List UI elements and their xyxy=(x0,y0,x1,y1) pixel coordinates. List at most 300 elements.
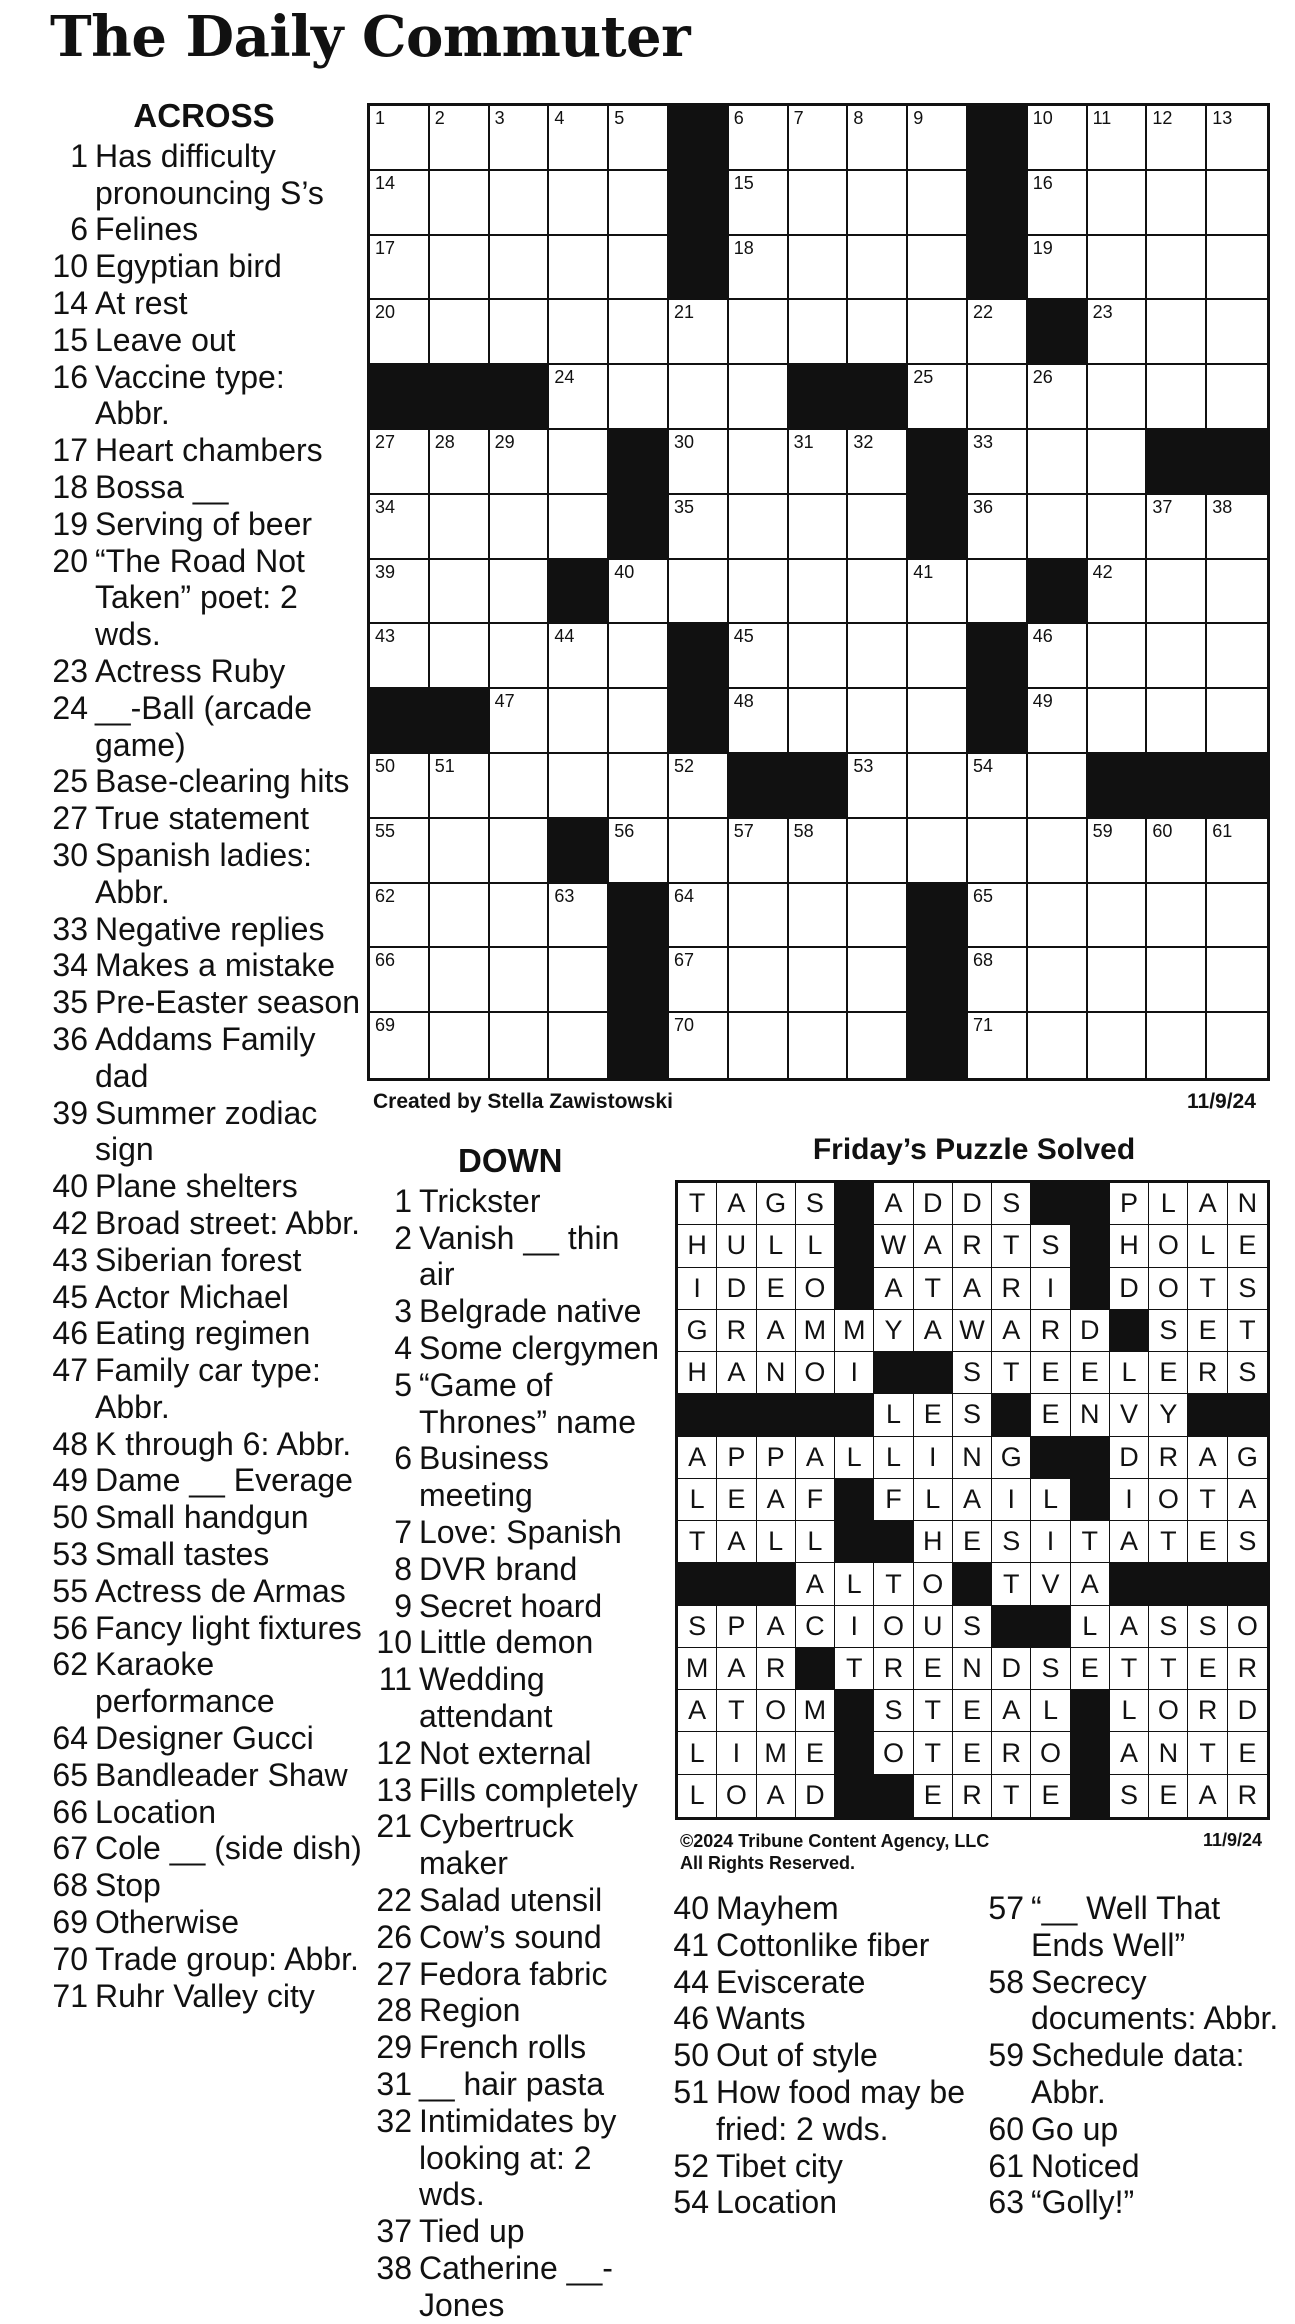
grid-cell[interactable] xyxy=(490,300,550,365)
grid-cell[interactable] xyxy=(848,430,908,495)
grid-cell[interactable] xyxy=(1028,624,1088,689)
grid-cell[interactable] xyxy=(1088,495,1148,560)
black-square xyxy=(669,171,729,236)
grid-cell[interactable] xyxy=(1028,754,1088,819)
grid-cell[interactable] xyxy=(669,1013,729,1078)
grid-cell[interactable] xyxy=(968,495,1028,560)
cell-number: 45 xyxy=(733,626,754,647)
grid-cell[interactable] xyxy=(1088,689,1148,754)
solution-black-square xyxy=(1228,1394,1267,1436)
cell-number: 54 xyxy=(973,756,994,776)
solution-black-square xyxy=(914,1352,953,1394)
grid-cell[interactable] xyxy=(430,495,490,560)
clue-text: Location xyxy=(716,2184,837,2221)
clue-item xyxy=(44,285,364,322)
clue-text: Family car type: Abbr. xyxy=(95,1352,321,1425)
cell-number: 11 xyxy=(1092,108,1112,128)
grid-cell[interactable] xyxy=(370,300,430,365)
clue-number: 39 xyxy=(52,1094,88,1131)
grid-cell[interactable] xyxy=(490,624,550,689)
grid-cell[interactable] xyxy=(729,819,789,884)
clue-number: 64 xyxy=(52,1720,88,1757)
grid-cell[interactable] xyxy=(370,754,430,819)
grid-cell[interactable] xyxy=(789,689,849,754)
solution-letter: R xyxy=(717,1310,756,1352)
grid-cell[interactable] xyxy=(1028,689,1088,754)
grid-cell[interactable] xyxy=(490,884,550,949)
down-clues xyxy=(360,1143,660,2324)
grid-cell[interactable] xyxy=(370,171,430,236)
grid-cell[interactable] xyxy=(669,884,729,949)
grid-cell[interactable] xyxy=(549,300,609,365)
grid-cell[interactable] xyxy=(490,948,550,1013)
grid-cell[interactable] xyxy=(908,365,968,430)
clue-text: At rest xyxy=(95,284,188,321)
solution-letter: E xyxy=(1228,1225,1267,1267)
puzzle-credit: Created by Stella Zawistowski xyxy=(373,1090,673,1113)
grid-cell[interactable] xyxy=(669,560,729,625)
solution-letter: T xyxy=(1149,1648,1188,1690)
solution-letter: E xyxy=(914,1775,953,1817)
clue-text: Cole __ (side dish) xyxy=(95,1830,362,1867)
clue-number: 19 xyxy=(52,505,88,542)
solution-letter: O xyxy=(757,1690,796,1732)
clue-number: 2 xyxy=(394,1219,412,1256)
grid-cell[interactable] xyxy=(729,689,789,754)
grid-cell[interactable] xyxy=(549,365,609,430)
grid-cell[interactable] xyxy=(729,624,789,689)
grid-cell[interactable] xyxy=(1088,300,1148,365)
clue-item xyxy=(44,911,364,948)
grid-cell[interactable] xyxy=(1207,106,1267,171)
grid-cell[interactable] xyxy=(848,689,908,754)
grid-cell[interactable] xyxy=(1147,495,1207,560)
grid-cell[interactable] xyxy=(669,365,729,430)
grid-cell[interactable] xyxy=(968,819,1028,884)
grid-cell[interactable] xyxy=(789,624,849,689)
grid-cell[interactable] xyxy=(490,171,550,236)
grid-cell[interactable] xyxy=(789,884,849,949)
grid-cell[interactable] xyxy=(1147,106,1207,171)
clue-text: Fancy light fixtures xyxy=(95,1609,362,1646)
grid-cell[interactable] xyxy=(430,106,490,171)
grid-cell[interactable] xyxy=(1028,171,1088,236)
solution-letter: S xyxy=(992,1183,1031,1225)
grid-cell[interactable] xyxy=(848,236,908,301)
clue-number: 71 xyxy=(52,1977,88,2014)
grid-cell[interactable] xyxy=(908,754,968,819)
grid-cell[interactable] xyxy=(1088,819,1148,884)
solution-letter: H xyxy=(678,1352,717,1394)
solution-letter: D xyxy=(1110,1437,1149,1479)
solution-letter: L xyxy=(835,1437,874,1479)
grid-cell[interactable] xyxy=(370,819,430,884)
grid-cell[interactable] xyxy=(490,819,550,884)
clue-text: __ hair pasta xyxy=(419,2065,605,2102)
grid-cell[interactable] xyxy=(1028,948,1088,1013)
solution-letter: V xyxy=(1110,1394,1149,1436)
solution-letter: D xyxy=(1228,1690,1267,1732)
grid-cell[interactable] xyxy=(848,495,908,560)
grid-cell[interactable] xyxy=(789,560,849,625)
grid-cell[interactable] xyxy=(430,884,490,949)
grid-cell[interactable] xyxy=(1028,819,1088,884)
grid-cell[interactable] xyxy=(430,171,490,236)
solution-letter: R xyxy=(1031,1310,1070,1352)
clue-item xyxy=(44,1757,364,1794)
clue-item xyxy=(44,653,364,690)
solution-letter: I xyxy=(717,1732,756,1774)
grid-cell[interactable] xyxy=(729,560,789,625)
grid-cell[interactable] xyxy=(370,624,430,689)
grid-cell[interactable] xyxy=(609,819,669,884)
solution-letter: A xyxy=(1110,1521,1149,1563)
solution-letter: A xyxy=(717,1352,756,1394)
grid-cell[interactable] xyxy=(490,560,550,625)
grid-cell[interactable] xyxy=(1028,365,1088,430)
grid-cell[interactable] xyxy=(848,624,908,689)
cell-number: 17 xyxy=(375,237,396,258)
grid-cell[interactable] xyxy=(370,560,430,625)
grid-cell[interactable] xyxy=(370,884,430,949)
clue-text: Cow’s sound xyxy=(419,1918,602,1955)
grid-cell[interactable] xyxy=(490,236,550,301)
grid-cell[interactable] xyxy=(669,300,729,365)
clue-text: Karaoke performance xyxy=(95,1646,275,1720)
grid-cell[interactable] xyxy=(1028,884,1088,949)
grid-cell[interactable] xyxy=(609,300,669,365)
grid-cell[interactable] xyxy=(1207,560,1267,625)
solution-letter: O xyxy=(796,1352,835,1394)
grid-cell[interactable] xyxy=(1207,495,1267,560)
clue-item xyxy=(665,2037,985,2074)
grid-cell[interactable] xyxy=(370,1013,430,1078)
grid-cell[interactable] xyxy=(848,884,908,949)
grid-cell[interactable] xyxy=(430,948,490,1013)
grid-cell[interactable] xyxy=(789,948,849,1013)
grid-cell[interactable] xyxy=(549,624,609,689)
solution-black-square xyxy=(835,1479,874,1521)
solution-black-square xyxy=(1071,1775,1110,1817)
grid-cell[interactable] xyxy=(908,106,968,171)
clue-item xyxy=(44,1941,364,1978)
grid-cell[interactable] xyxy=(609,624,669,689)
solution-letter: R xyxy=(1188,1352,1227,1394)
grid-cell[interactable] xyxy=(848,948,908,1013)
grid-cell[interactable] xyxy=(908,819,968,884)
solution-letter: S xyxy=(992,1521,1031,1563)
grid-cell[interactable] xyxy=(1088,171,1148,236)
grid-cell[interactable] xyxy=(968,560,1028,625)
grid-cell[interactable] xyxy=(848,1013,908,1078)
clue-item xyxy=(665,1964,985,2001)
grid-cell[interactable] xyxy=(1147,236,1207,301)
clue-item xyxy=(980,1964,1280,2038)
solution-letter: N xyxy=(1228,1183,1267,1225)
solution-letter: P xyxy=(717,1606,756,1648)
solution-letter: A xyxy=(1188,1183,1227,1225)
solution-title: Friday’s Puzzle Solved xyxy=(812,1133,1136,1166)
grid-cell[interactable] xyxy=(1207,236,1267,301)
grid-cell[interactable] xyxy=(549,495,609,560)
grid-cell[interactable] xyxy=(789,106,849,171)
grid-cell[interactable] xyxy=(729,1013,789,1078)
grid-cell[interactable] xyxy=(490,689,550,754)
cell-number: 7 xyxy=(793,108,804,128)
grid-cell[interactable] xyxy=(430,430,490,495)
grid-cell[interactable] xyxy=(848,819,908,884)
grid-cell[interactable] xyxy=(789,171,849,236)
clue-number: 58 xyxy=(988,1963,1024,2000)
grid-cell[interactable] xyxy=(549,106,609,171)
grid-cell[interactable] xyxy=(729,495,789,560)
grid-cell[interactable] xyxy=(490,495,550,560)
grid-cell[interactable] xyxy=(1147,884,1207,949)
solution-letter: I xyxy=(835,1606,874,1648)
grid-cell[interactable] xyxy=(729,236,789,301)
grid-cell[interactable] xyxy=(968,300,1028,365)
grid-cell[interactable] xyxy=(789,300,849,365)
grid-cell[interactable] xyxy=(549,1013,609,1078)
grid-cell[interactable] xyxy=(729,884,789,949)
grid-cell[interactable] xyxy=(1207,1013,1267,1078)
solution-letter: T xyxy=(835,1648,874,1690)
solution-letter: T xyxy=(678,1183,717,1225)
grid-cell[interactable] xyxy=(968,365,1028,430)
grid-cell[interactable] xyxy=(370,430,430,495)
grid-cell[interactable] xyxy=(789,1013,849,1078)
grid-cell[interactable] xyxy=(669,495,729,560)
grid-cell[interactable] xyxy=(908,689,968,754)
grid-cell[interactable] xyxy=(1207,300,1267,365)
grid-cell[interactable] xyxy=(1088,365,1148,430)
solution-letter: O xyxy=(914,1563,953,1605)
grid-cell[interactable] xyxy=(1207,948,1267,1013)
grid-cell[interactable] xyxy=(848,560,908,625)
grid-cell[interactable] xyxy=(968,884,1028,949)
grid-cell[interactable] xyxy=(1028,495,1088,560)
grid-cell[interactable] xyxy=(1147,624,1207,689)
clue-number: 1 xyxy=(70,137,88,174)
solution-letter: E xyxy=(953,1690,992,1732)
grid-cell[interactable] xyxy=(490,430,550,495)
grid-cell[interactable] xyxy=(430,560,490,625)
grid-cell[interactable] xyxy=(1088,624,1148,689)
grid-cell[interactable] xyxy=(1028,106,1088,171)
clue-item xyxy=(44,763,364,800)
grid-cell[interactable] xyxy=(549,171,609,236)
grid-cell[interactable] xyxy=(549,754,609,819)
solution-black-square xyxy=(1031,1183,1070,1225)
grid-cell[interactable] xyxy=(908,236,968,301)
grid-cell[interactable] xyxy=(848,171,908,236)
grid-cell[interactable] xyxy=(789,495,849,560)
black-square xyxy=(430,365,490,430)
grid-cell[interactable] xyxy=(370,495,430,560)
grid-cell[interactable] xyxy=(968,948,1028,1013)
grid-cell[interactable] xyxy=(370,236,430,301)
grid-cell[interactable] xyxy=(430,754,490,819)
grid-cell[interactable] xyxy=(968,1013,1028,1078)
cell-number: 5 xyxy=(614,108,625,128)
grid-cell[interactable] xyxy=(1207,171,1267,236)
clue-number: 14 xyxy=(52,284,88,321)
grid-cell[interactable] xyxy=(789,430,849,495)
grid-cell[interactable] xyxy=(430,236,490,301)
grid-cell[interactable] xyxy=(1088,430,1148,495)
grid-cell[interactable] xyxy=(729,106,789,171)
grid-cell[interactable] xyxy=(1207,819,1267,884)
grid-cell[interactable] xyxy=(968,430,1028,495)
grid-cell[interactable] xyxy=(609,754,669,819)
grid-cell[interactable] xyxy=(1147,819,1207,884)
grid-cell[interactable] xyxy=(490,106,550,171)
grid-cell[interactable] xyxy=(789,819,849,884)
grid-cell[interactable] xyxy=(609,365,669,430)
clue-item xyxy=(360,1220,660,1294)
clue-text: “__ Well That Ends Well” xyxy=(1031,1890,1221,1963)
grid-cell[interactable] xyxy=(430,624,490,689)
clue-text: Little demon xyxy=(419,1624,594,1661)
clue-item xyxy=(360,2103,660,2213)
cell-number: 31 xyxy=(793,432,814,452)
cell-number: 69 xyxy=(375,1015,396,1036)
clue-item xyxy=(44,1867,364,1904)
solution-letter: T xyxy=(874,1563,913,1605)
grid-cell[interactable] xyxy=(729,948,789,1013)
grid-cell[interactable] xyxy=(729,300,789,365)
grid-cell[interactable] xyxy=(1028,236,1088,301)
solution-letter: Y xyxy=(1149,1394,1188,1436)
grid-cell[interactable] xyxy=(609,560,669,625)
grid-cell[interactable] xyxy=(1088,1013,1148,1078)
grid-cell[interactable] xyxy=(609,236,669,301)
clue-number: 63 xyxy=(988,2184,1024,2221)
grid-cell[interactable] xyxy=(1207,624,1267,689)
solution-black-square xyxy=(1071,1732,1110,1774)
grid-cell[interactable] xyxy=(1207,689,1267,754)
grid-cell[interactable] xyxy=(729,430,789,495)
grid-cell[interactable] xyxy=(729,171,789,236)
grid-cell[interactable] xyxy=(669,430,729,495)
grid-cell[interactable] xyxy=(1147,1013,1207,1078)
grid-cell[interactable] xyxy=(549,430,609,495)
clue-text: Secrecy documents: Abbr. xyxy=(1031,1963,1279,2037)
clue-number: 50 xyxy=(52,1499,88,1536)
grid-cell[interactable] xyxy=(1147,689,1207,754)
clue-item xyxy=(360,2066,660,2103)
grid-cell[interactable] xyxy=(1088,106,1148,171)
grid-cell[interactable] xyxy=(1207,884,1267,949)
clue-number: 4 xyxy=(394,1329,412,1366)
clue-number: 67 xyxy=(52,1830,88,1867)
grid-cell[interactable] xyxy=(490,1013,550,1078)
grid-cell[interactable] xyxy=(370,106,430,171)
grid-cell[interactable] xyxy=(968,754,1028,819)
solution-black-square xyxy=(835,1225,874,1267)
solution-letter: L xyxy=(678,1732,717,1774)
grid-cell[interactable] xyxy=(370,948,430,1013)
grid-cell[interactable] xyxy=(609,171,669,236)
clue-text: __-Ball (arcade game) xyxy=(95,689,312,763)
solution-letter: R xyxy=(1188,1690,1227,1732)
grid-cell[interactable] xyxy=(1088,560,1148,625)
clue-item xyxy=(44,1242,364,1279)
clue-number: 1 xyxy=(394,1182,412,1219)
grid-cell[interactable] xyxy=(430,1013,490,1078)
clue-text: “The Road Not Taken” poet: 2 wds. xyxy=(95,542,305,653)
solution-letter: A xyxy=(1110,1606,1149,1648)
grid-cell[interactable] xyxy=(908,560,968,625)
grid-cell[interactable] xyxy=(1147,948,1207,1013)
grid-cell[interactable] xyxy=(1207,365,1267,430)
grid-cell[interactable] xyxy=(1147,300,1207,365)
across-clue-list xyxy=(44,138,364,2015)
grid-cell[interactable] xyxy=(908,171,968,236)
solution-letter: T xyxy=(1188,1479,1227,1521)
solution-letter: L xyxy=(835,1563,874,1605)
clue-number: 12 xyxy=(376,1734,412,1771)
grid-cell[interactable] xyxy=(848,106,908,171)
grid-cell[interactable] xyxy=(669,948,729,1013)
grid-cell[interactable] xyxy=(549,948,609,1013)
cell-number: 64 xyxy=(674,885,695,906)
grid-cell[interactable] xyxy=(669,819,729,884)
grid-cell[interactable] xyxy=(789,236,849,301)
cell-number: 53 xyxy=(853,756,874,776)
grid-cell[interactable] xyxy=(549,689,609,754)
grid-cell[interactable] xyxy=(549,236,609,301)
grid-cell[interactable] xyxy=(1088,884,1148,949)
grid-cell[interactable] xyxy=(549,884,609,949)
solution-letter: T xyxy=(1188,1268,1227,1310)
grid-cell[interactable] xyxy=(669,754,729,819)
clue-text: Actress de Armas xyxy=(95,1572,346,1609)
grid-cell[interactable] xyxy=(848,754,908,819)
clue-item xyxy=(44,800,364,837)
clue-item xyxy=(44,837,364,911)
grid-cell[interactable] xyxy=(1147,560,1207,625)
grid-cell[interactable] xyxy=(1028,430,1088,495)
clue-item xyxy=(665,2000,985,2037)
grid-cell[interactable] xyxy=(1088,948,1148,1013)
clue-item xyxy=(665,2148,985,2185)
grid-cell[interactable] xyxy=(848,300,908,365)
solution-letter: A xyxy=(874,1183,913,1225)
grid-cell[interactable] xyxy=(430,819,490,884)
solution-letter: S xyxy=(1031,1225,1070,1267)
solution-letter: W xyxy=(874,1225,913,1267)
grid-cell[interactable] xyxy=(609,689,669,754)
grid-cell[interactable] xyxy=(430,300,490,365)
grid-cell[interactable] xyxy=(1088,236,1148,301)
grid-cell[interactable] xyxy=(1028,1013,1088,1078)
grid-cell[interactable] xyxy=(908,300,968,365)
clue-text: Cottonlike fiber xyxy=(716,1926,930,1963)
grid-cell[interactable] xyxy=(1147,365,1207,430)
grid-cell[interactable] xyxy=(729,365,789,430)
grid-cell[interactable] xyxy=(490,754,550,819)
clue-number: 3 xyxy=(394,1293,412,1330)
solution-letter: T xyxy=(678,1521,717,1563)
grid-cell[interactable] xyxy=(1147,171,1207,236)
solution-letter: O xyxy=(1228,1606,1267,1648)
clue-item xyxy=(360,2213,660,2250)
black-square xyxy=(490,365,550,430)
solution-letter: R xyxy=(1228,1648,1267,1690)
grid-cell[interactable] xyxy=(908,624,968,689)
grid-cell[interactable] xyxy=(609,106,669,171)
